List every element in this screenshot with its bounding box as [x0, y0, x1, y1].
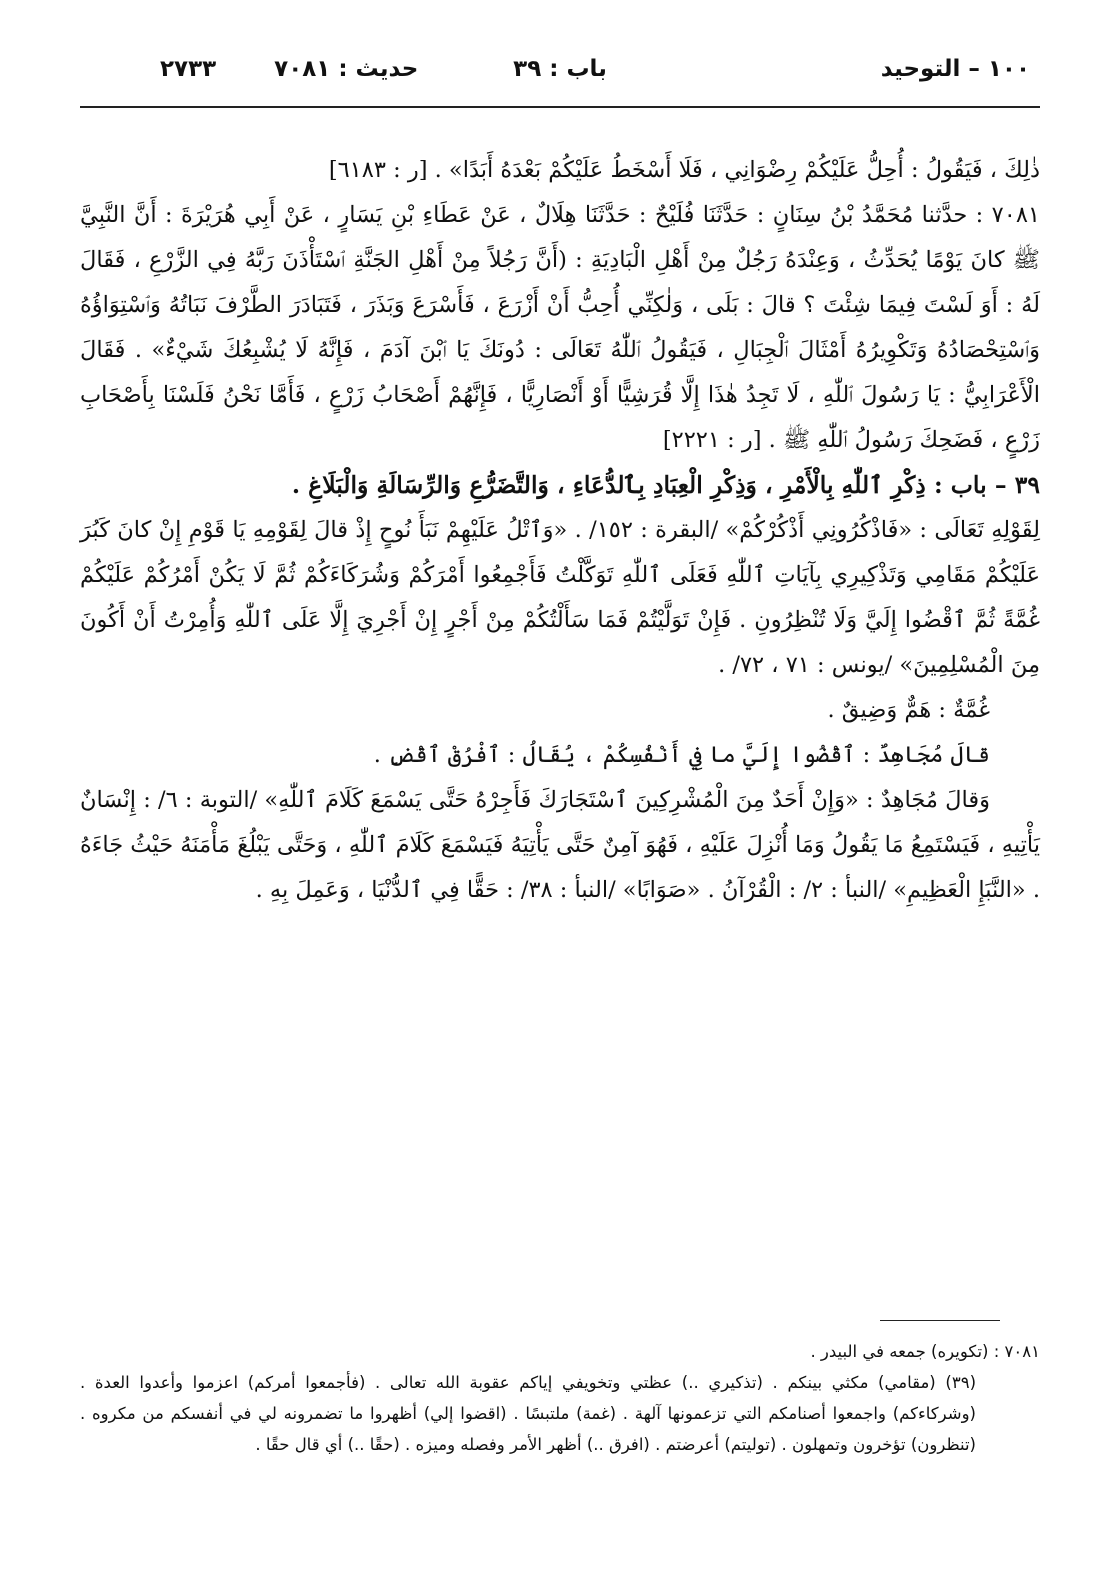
footnote-divider — [880, 1320, 1000, 1321]
footnote-39: (٣٩) (مقامي) مكثي بينكم . (تذكيري ..) عظتي وتخويفي إياكم عقوبة الله تعالى . (فأجمعوا أمركم) اعزموا وأعدوا العدة . (وشركاءكم) واجمعوا أصنامكم التي تزعمونها آلهة . (غمة) ملتبسًا . (اقضوا إلي) أظهروا ما تضمرونه لي في أنفسكم من مكروه . (تنظرون) تؤخرون وتمهلون . (توليتم) أعرضتم . (افرق ..) أظهر الأمر وفصله وميزه . (حقًا ..) أي قال حقًا . — [80, 1373, 976, 1454]
paragraph-quran-verses: لِقَوْلِهِ تَعَالَى : «فَاذْكُرُونِي أَذْكُرْكُمْ» /البقرة : ١٥٢/ . «وَٱتْلُ عَلَيْهِمْ نَبَأَ نُوحٍ إِذْ قالَ لِقَوْمِهِ يَا قَوْمِ إِنْ كانَ كَبُرَ عَلَيْكُمْ مَقَامِي وَتَذْكِيرِي بِآيَاتِ ٱللّٰهِ فَعَلَى ٱللّٰهِ تَوَكَّلْتُ فَأَجْمِعُوا أَمْرَكُمْ وَشُرَكَاءَكُمْ ثُمَّ لَا يَكُنْ أَمْرُكُمْ عَلَيْكُمْ غُمَّةً ثُمَّ ٱقْضُوا إِلَيَّ وَلَا تُنْظِرُونِ . فَإِنْ تَوَلَّيْتُمْ فَمَا سَأَلْتُكُمْ مِنْ أَجْرٍ إِنْ أَجْرِيَ إِلَّا عَلَى ٱللّٰهِ وَأُمِرْتُ أَنْ أَكُونَ مِنَ الْمُسْلِمِينَ» /يونس : ٧١ ، ٧٢/ . — [80, 517, 1040, 678]
paragraph-continuation: ذٰلِكَ ، فَيَقُولُ : أُحِلُّ عَلَيْكُمْ رِضْوَانِي ، فَلَا أَسْخَطُ عَلَيْكُمْ بَعْدَهُ أَبَدًا» . [ر : ٦١٨٣] — [328, 157, 1040, 183]
footnotes — [80, 1336, 1040, 1460]
chapter-heading: ٣٩ – باب : ذِكْرِ ٱللّٰهِ بِالْأَمْرِ ، وَذِكْرِ الْعِبَادِ بِٱلدُّعَاءِ ، وَالتَّضَرُّعِ وَالرِّسَالَةِ وَالْبَلَاغِ . — [291, 471, 1040, 499]
book-title: ١٠٠ – التوحيد — [880, 56, 1030, 82]
hadith-number: حديث : ٧٠٨١ — [274, 56, 419, 82]
paragraph-mujahid-1: قالَ مُجَاهِدٌ : ٱقْضُوا إِلَيَّ ما فِي أَنْفُسِكُمْ ، يُقَالُ : ٱفْرُقْ ٱقْضِ . — [373, 742, 990, 768]
paragraph-ghumma: غُمَّةٌ : هَمٌّ وَضِيقٌ . — [827, 697, 990, 723]
header-divider — [80, 106, 1040, 108]
main-text — [80, 148, 1040, 913]
footnote-7081: ٧٠٨١ : (تكويره) جمعه في البيدر . — [810, 1342, 1040, 1361]
chapter-number: باب : ٣٩ — [513, 56, 607, 82]
page-header — [80, 52, 1040, 92]
paragraph-mujahid-2: وَقالَ مُجَاهِدٌ : «وَإِنْ أَحَدٌ مِنَ الْمُشْرِكِينَ ٱسْتَجَارَكَ فَأَجِرْهُ حَتَّى يَسْمَعَ كَلَامَ ٱللّٰهِ» /التوبة : ٦/ : إِنْسَانٌ يَأْتِيهِ ، فَيَسْتَمِعُ مَا يَقُولُ وَمَا أُنْزِلَ عَلَيْهِ ، فَهُوَ آمِنٌ حَتَّى يَأْتِيَهُ فَيَسْمَعَ كَلَامَ ٱللّٰهِ ، وَحَتَّى يَبْلُغَ مَأْمَنَهُ حَيْثُ جَاءَهُ . «النَّبَإِ الْعَظِيمِ» /النبأ : ٢/ : الْقُرْآنُ . «صَوَابًا» /النبأ : ٣٨/ : حَقًّا فِي ٱلدُّنْيَا ، وَعَمِلَ بِهِ . — [80, 787, 1040, 903]
header-left — [110, 56, 418, 82]
page-number: ٢٧٣٣ — [160, 56, 217, 82]
hadith-7081: ٧٠٨١ : حدَّثنا مُحَمَّدُ بْنُ سِنَانٍ : حَدَّثَنَا فُلَيْحٌ : حَدَّثَنَا هِلَالٌ ، عَنْ عَطَاءِ بْنِ يَسَارٍ ، عَنْ أَبِي هُرَيْرَةَ : أَنَّ النَّبِيَّ ﷺ كانَ يَوْمًا يُحَدِّثُ ، وَعِنْدَهُ رَجُلٌ مِنْ أَهْلِ الْبَادِيَةِ : (أَنَّ رَجُلاً مِنْ أَهْلِ الجَنَّةِ ٱسْتَأْذَنَ رَبَّهُ فِي الزَّرْعِ ، فَقَالَ لَهُ : أَوَ لَسْتَ فِيمَا شِئْتَ ؟ قالَ : بَلَى ، وَلٰكِنِّي أُحِبُّ أَنْ أَزْرَعَ ، فَأَسْرَعَ وَبَذَرَ ، فَتَبَادَرَ الطَّرْفَ نَبَاتُهُ وَٱسْتِوَاؤُهُ وَٱسْتِحْصَادُهُ وَتَكْوِيرُهُ أَمْثَالَ ٱلْجِبَالِ ، فَيَقُولُ ٱللّٰهُ تَعَالَى : دُونَكَ يَا ٱبْنَ آدَمَ ، فَإِنَّهُ لَا يُشْبِعُكَ شَيْءٌ» . فَقَالَ الْأَعْرَابِيُّ : يَا رَسُولَ ٱللّٰهِ ، لَا تَجِدُ هٰذَا إِلَّا قُرَشِيًّا أَوْ أَنْصَارِيًّا ، فَإِنَّهُمْ أَصْحَابُ زَرْعٍ ، فَأَمَّا نَحْنُ فَلَسْنَا بِأَصْحَابِ زَرْعٍ ، فَضَحِكَ رَسُولُ ٱللّٰهِ ﷺ . [ر : ٢٢٢١] — [80, 202, 1040, 453]
document-page — [80, 40, 1040, 1560]
